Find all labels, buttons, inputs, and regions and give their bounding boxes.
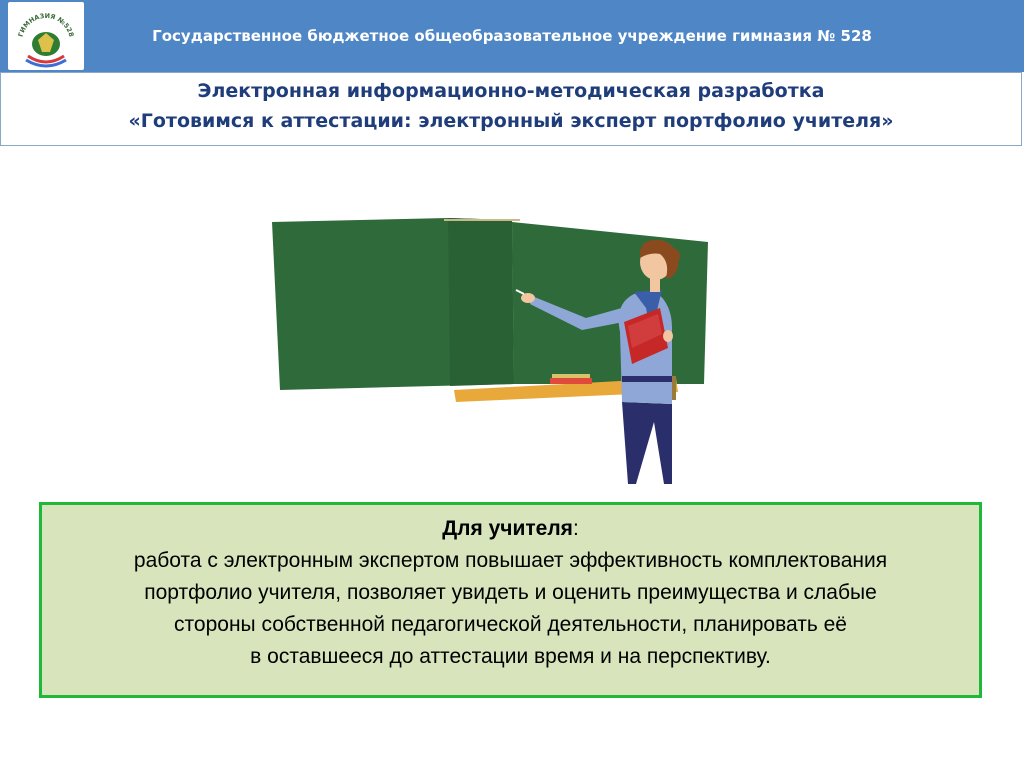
info-line-2: портфолио учителя, позволяет увидеть и оценить преимущества и слабые (144, 581, 877, 604)
info-line-3: стороны собственной педагогической деятельности, планировать её (174, 613, 847, 636)
school-emblem-icon (8, 2, 84, 70)
organization-name: Государственное бюджетное общеобразовательное учреждение гимназия № 528 (152, 27, 872, 45)
title-line-2: «Готовимся к аттестации: электронный эксперт портфолио учителя» (128, 110, 894, 132)
info-heading-row (42, 513, 979, 545)
teacher-illustration (268, 208, 730, 490)
logo-text: ГИМНАЗИЯ №528 (16, 11, 76, 38)
header-bar (0, 0, 1024, 72)
info-text (42, 513, 979, 673)
teacher-info-box (39, 502, 982, 698)
info-heading-colon: : (572, 517, 579, 540)
info-line-4: в оставшееся до аттестации время и на перспективу. (250, 645, 771, 668)
teacher-at-blackboard-icon (268, 208, 730, 490)
info-line-1: работа с электронным экспертом повышает эффективность комплектования (133, 549, 888, 572)
title-line-1: Электронная информационно-методическая разработка (197, 80, 825, 102)
info-heading: Для учителя (442, 517, 573, 540)
school-logo (8, 2, 84, 70)
title-box (0, 72, 1022, 146)
